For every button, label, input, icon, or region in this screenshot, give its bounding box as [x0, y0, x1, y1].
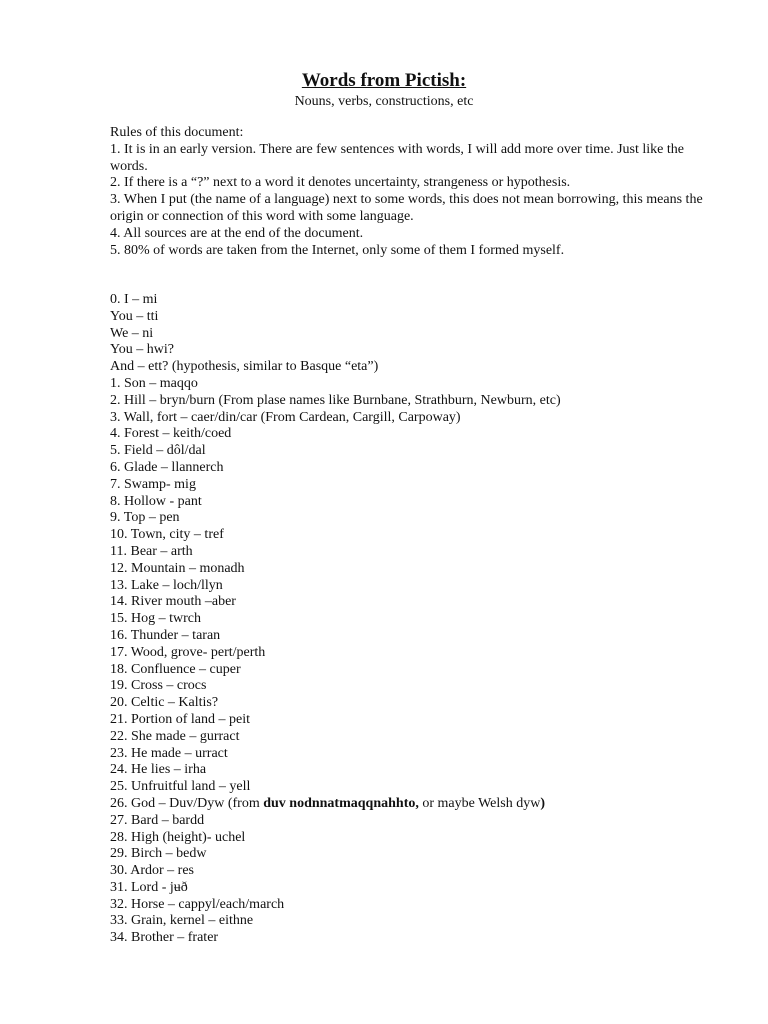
- word-entry: 24. He lies – irha: [110, 762, 207, 778]
- word-entry: 28. High (height)- uchel: [110, 829, 246, 845]
- rule-item: 2. If there is a “?” next to a word it denotes uncertainty, strangeness or hypothesis.: [110, 175, 571, 191]
- rules-heading: Rules of this document:: [110, 125, 244, 140]
- word-entry: 14. River mouth –aber: [110, 594, 236, 610]
- word-entry: 19. Cross – crocs: [110, 678, 207, 694]
- word-entry: 13. Lake – loch/llyn: [110, 577, 223, 593]
- word-entry: 25. Unfruitful land – yell: [110, 779, 251, 795]
- word-entry: 0. I – mi: [110, 292, 158, 307]
- rule-item: 4. All sources are at the end of the document.: [110, 225, 364, 241]
- word-entry: 5. Field – dôl/dal: [110, 443, 206, 459]
- word-entry: 1. Son – maqqo: [110, 375, 198, 391]
- document-title: Words from Pictish:: [301, 70, 467, 91]
- word-entry: 21. Portion of land – peit: [110, 711, 250, 727]
- word-entry: 33. Grain, kernel – eithne: [110, 913, 254, 929]
- word-entry: And – ett? (hypothesis, similar to Basque “eta”): [110, 359, 379, 375]
- word-entry: 2. Hill – bryn/burn (From plase names like Burnbane, Strathburn, Newburn, etc): [110, 392, 561, 408]
- word-entry-text: 26. God – Duv/Dyw (from: [110, 795, 264, 811]
- closing-paren: ): [540, 795, 546, 811]
- word-entry: 22. She made – gurract: [110, 728, 240, 744]
- word-entry: 29. Birch – bedw: [110, 846, 207, 862]
- word-entry: 3. Wall, fort – caer/din/car (From Cardean, Cargill, Carpoway): [110, 409, 461, 425]
- word-entry: 16. Thunder – taran: [110, 627, 221, 643]
- rule-item: 5. 80% of words are taken from the Internet, only some of them I formed myself.: [110, 242, 565, 258]
- rule-item: 1. It is in an early version. There are few sentences with words, I will add more over time. Just like the words.: [110, 141, 684, 174]
- word-entry: 6. Glade – llannerch: [110, 459, 224, 475]
- word-entry: 32. Horse – cappyl/each/march: [110, 896, 285, 912]
- word-entry: 17. Wood, grove- pert/perth: [110, 644, 266, 660]
- word-entry: 10. Town, city – tref: [110, 527, 224, 543]
- word-entry: 8. Hollow - pant: [110, 493, 202, 509]
- word-entry: 7. Swamp- mig: [110, 476, 196, 492]
- word-entry: 9. Top – pen: [110, 510, 180, 526]
- word-entry: 27. Bard – bardd: [110, 812, 205, 828]
- word-entry: You – tti: [110, 308, 159, 324]
- word-entry: 20. Celtic – Kaltis?: [110, 695, 219, 711]
- document-subtitle: Nouns, verbs, constructions, etc: [294, 94, 474, 109]
- word-entry: 11. Bear – arth: [110, 543, 193, 559]
- rule-item: 3. When I put (the name of a language) next to some words, this does not mean borrowing, this means the origin or connection of this word with some language.: [110, 192, 703, 224]
- word-entry-text: or maybe Welsh dyw: [418, 795, 541, 811]
- word-entry: 34. Brother – frater: [110, 930, 219, 946]
- rules-section: [110, 125, 710, 259]
- word-entry: 4. Forest – keith/coed: [110, 426, 232, 442]
- word-entry: 18. Confluence – cuper: [110, 661, 241, 677]
- word-entry: We – ni: [110, 325, 154, 341]
- word-list: [110, 292, 710, 947]
- word-entry: 23. He made – urract: [110, 745, 228, 761]
- word-entry: 15. Hog – twrch: [110, 611, 201, 627]
- word-entry: You – hwi?: [110, 342, 174, 358]
- word-entry: [110, 796, 710, 813]
- word-entry: 31. Lord - jʉð: [110, 879, 188, 895]
- word-entry: 30. Ardor – res: [110, 863, 194, 879]
- word-entry: 12. Mountain – monadh: [110, 560, 245, 576]
- inscription-bold: duv nodnnatmaqqnahhto,: [263, 795, 419, 811]
